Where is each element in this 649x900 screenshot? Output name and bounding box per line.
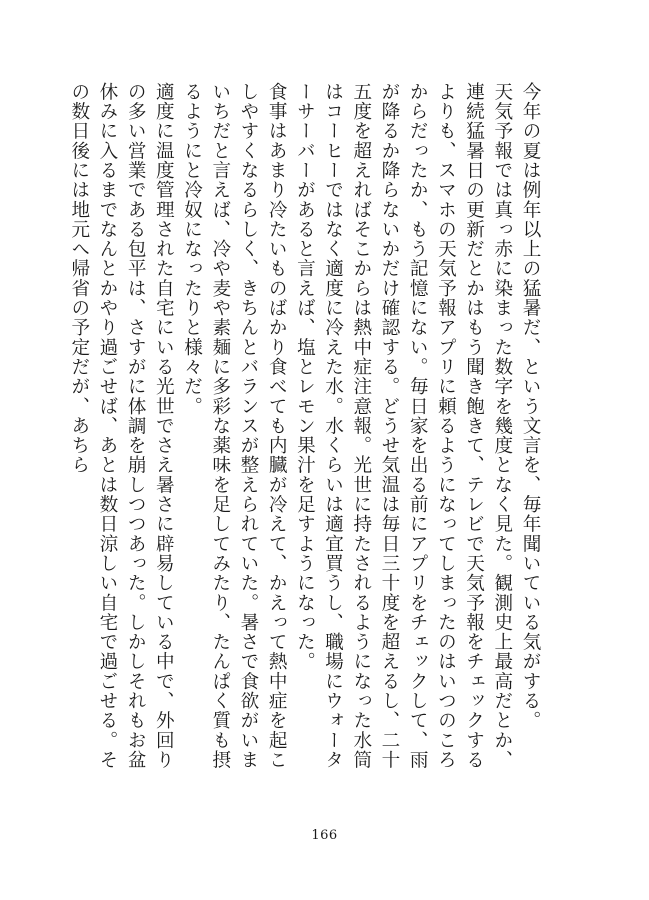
paragraph-3: 食事はあまり冷たいものばかり食べても内臓が冷えて、かえって熱中症を起こしやすくなるらしく、きちんとバランスが整えられていた。暑さで食欲がいまいちだと言えば、冷や麦や素麺に多彩な薬味を足してみたり、たんぱく質も摂るようにと冷奴になったりと様々だ。 — [181, 82, 288, 770]
paragraph-1: 今年の夏は例年以上の猛暑だ、という文言を、毎年聞いている気がする。 — [520, 82, 541, 731]
page-number: 166 — [311, 828, 338, 843]
paragraph-4: 適度に温度管理された自宅にいる光世でさえ暑さに辟易している中で、外回りの多い営業である包平は、さすがに体調を崩しつつあった。しかしそれもお盆休みに入るまでなんとかやり過ごせば、あとは数日涼しい自宅で過ごせる。その数日後には地元へ帰省の予定だが、あちら — [68, 82, 175, 770]
paragraph-2: 天気予報では真っ赤に染まった数字を幾度となく見た。観測史上最高だとか、連続猛暑日の更新だとかはもう聞き飽きて、テレビで天気予報をチェックするよりも、スマホの天気予報アプリに頼るようになってしまったのはいつのころからだったか、もう記憶にない。毎日家を出る前にアプリをチェックして、雨が降るか降らないかだけ確認する。どうせ気温は毎日三十度を超えるし、二十五度を超えればそこからは熱中症注意報。光世に持たされるようになった水筒はコーヒーではなく適度に冷えた水。水くらいは適宜買うし、職場にウォーターサーバーがあると言えば、塩とレモン果汁を足すようになった。 — [294, 82, 513, 770]
vertical-text-body — [68, 82, 544, 782]
